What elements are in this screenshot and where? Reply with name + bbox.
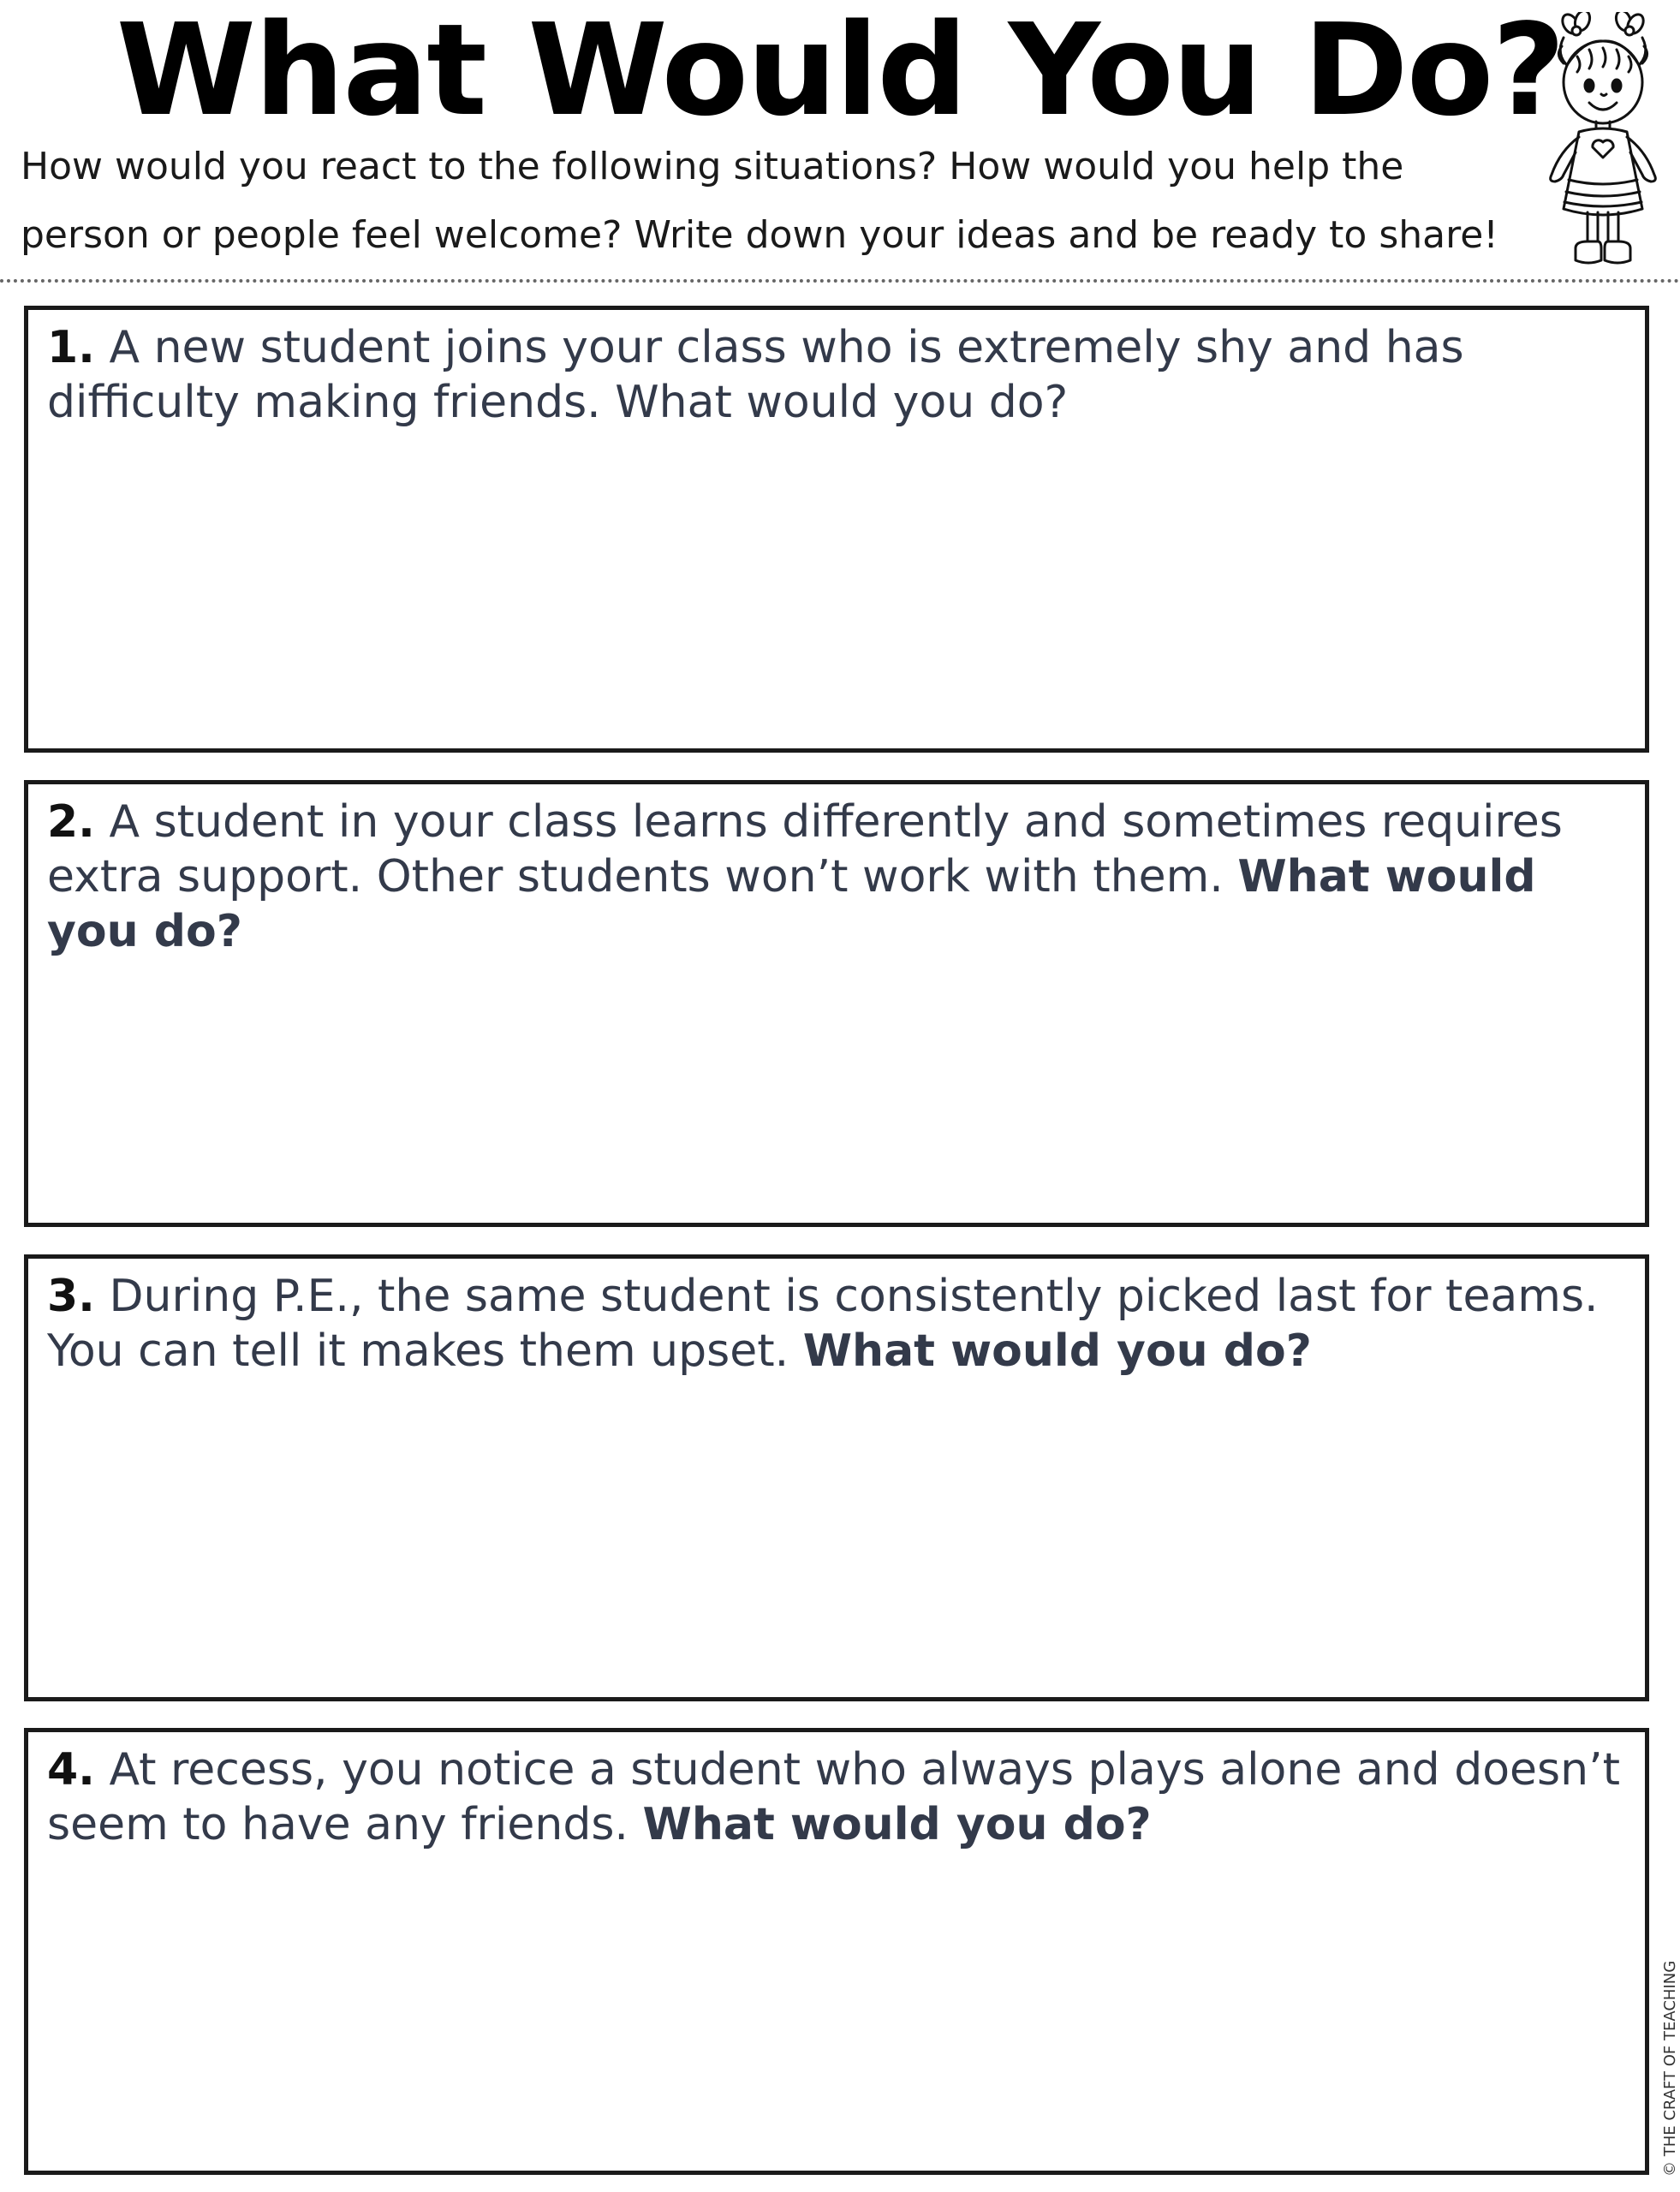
answer-area[interactable] <box>35 1861 1638 2164</box>
question-box-2 <box>24 780 1649 1227</box>
question-box-3 <box>24 1254 1649 1701</box>
instructions: How would you react to the following situations? How would you help the person or people feel welcome? Write down your ideas and be ready to share! <box>21 145 1498 257</box>
question-ask: What would you do? <box>802 1325 1312 1377</box>
question-number: 1. <box>47 322 95 373</box>
question-prompt: A new student joins your class who is extremely shy and has difficulty making friends. What would you do? <box>47 322 1464 428</box>
question-prompt: During P.E., the same student is consistently picked last for teams. You can tell it makes them upset. <box>47 1271 1599 1377</box>
question-number: 3. <box>47 1271 95 1322</box>
page-title: What Would You Do? <box>116 0 1564 144</box>
dotted-divider <box>0 279 1680 283</box>
question-prompt: A student in your class learns differently and sometimes requires extra support. Other students won’t work with them. <box>47 796 1563 902</box>
question-ask: What would you do? <box>47 851 1536 957</box>
question-number: 4. <box>47 1744 95 1796</box>
answer-area[interactable] <box>35 913 1638 1216</box>
question-text <box>47 1742 1631 1852</box>
question-text <box>47 1269 1631 1379</box>
question-number: 2. <box>47 796 95 848</box>
question-prompt: At recess, you notice a student who always plays alone and doesn’t seem to have any friends. <box>47 1744 1620 1850</box>
girl-with-pigtails-icon <box>1538 12 1666 271</box>
copyright-notice: © THE CRAFT OF TEACHING <box>1661 1960 1679 2177</box>
answer-area[interactable] <box>35 1387 1638 1690</box>
question-box-4 <box>24 1728 1649 2175</box>
question-text <box>47 320 1631 430</box>
question-box-1 <box>24 306 1649 753</box>
question-ask: What would you do? <box>642 1799 1152 1850</box>
answer-area[interactable] <box>35 438 1638 742</box>
